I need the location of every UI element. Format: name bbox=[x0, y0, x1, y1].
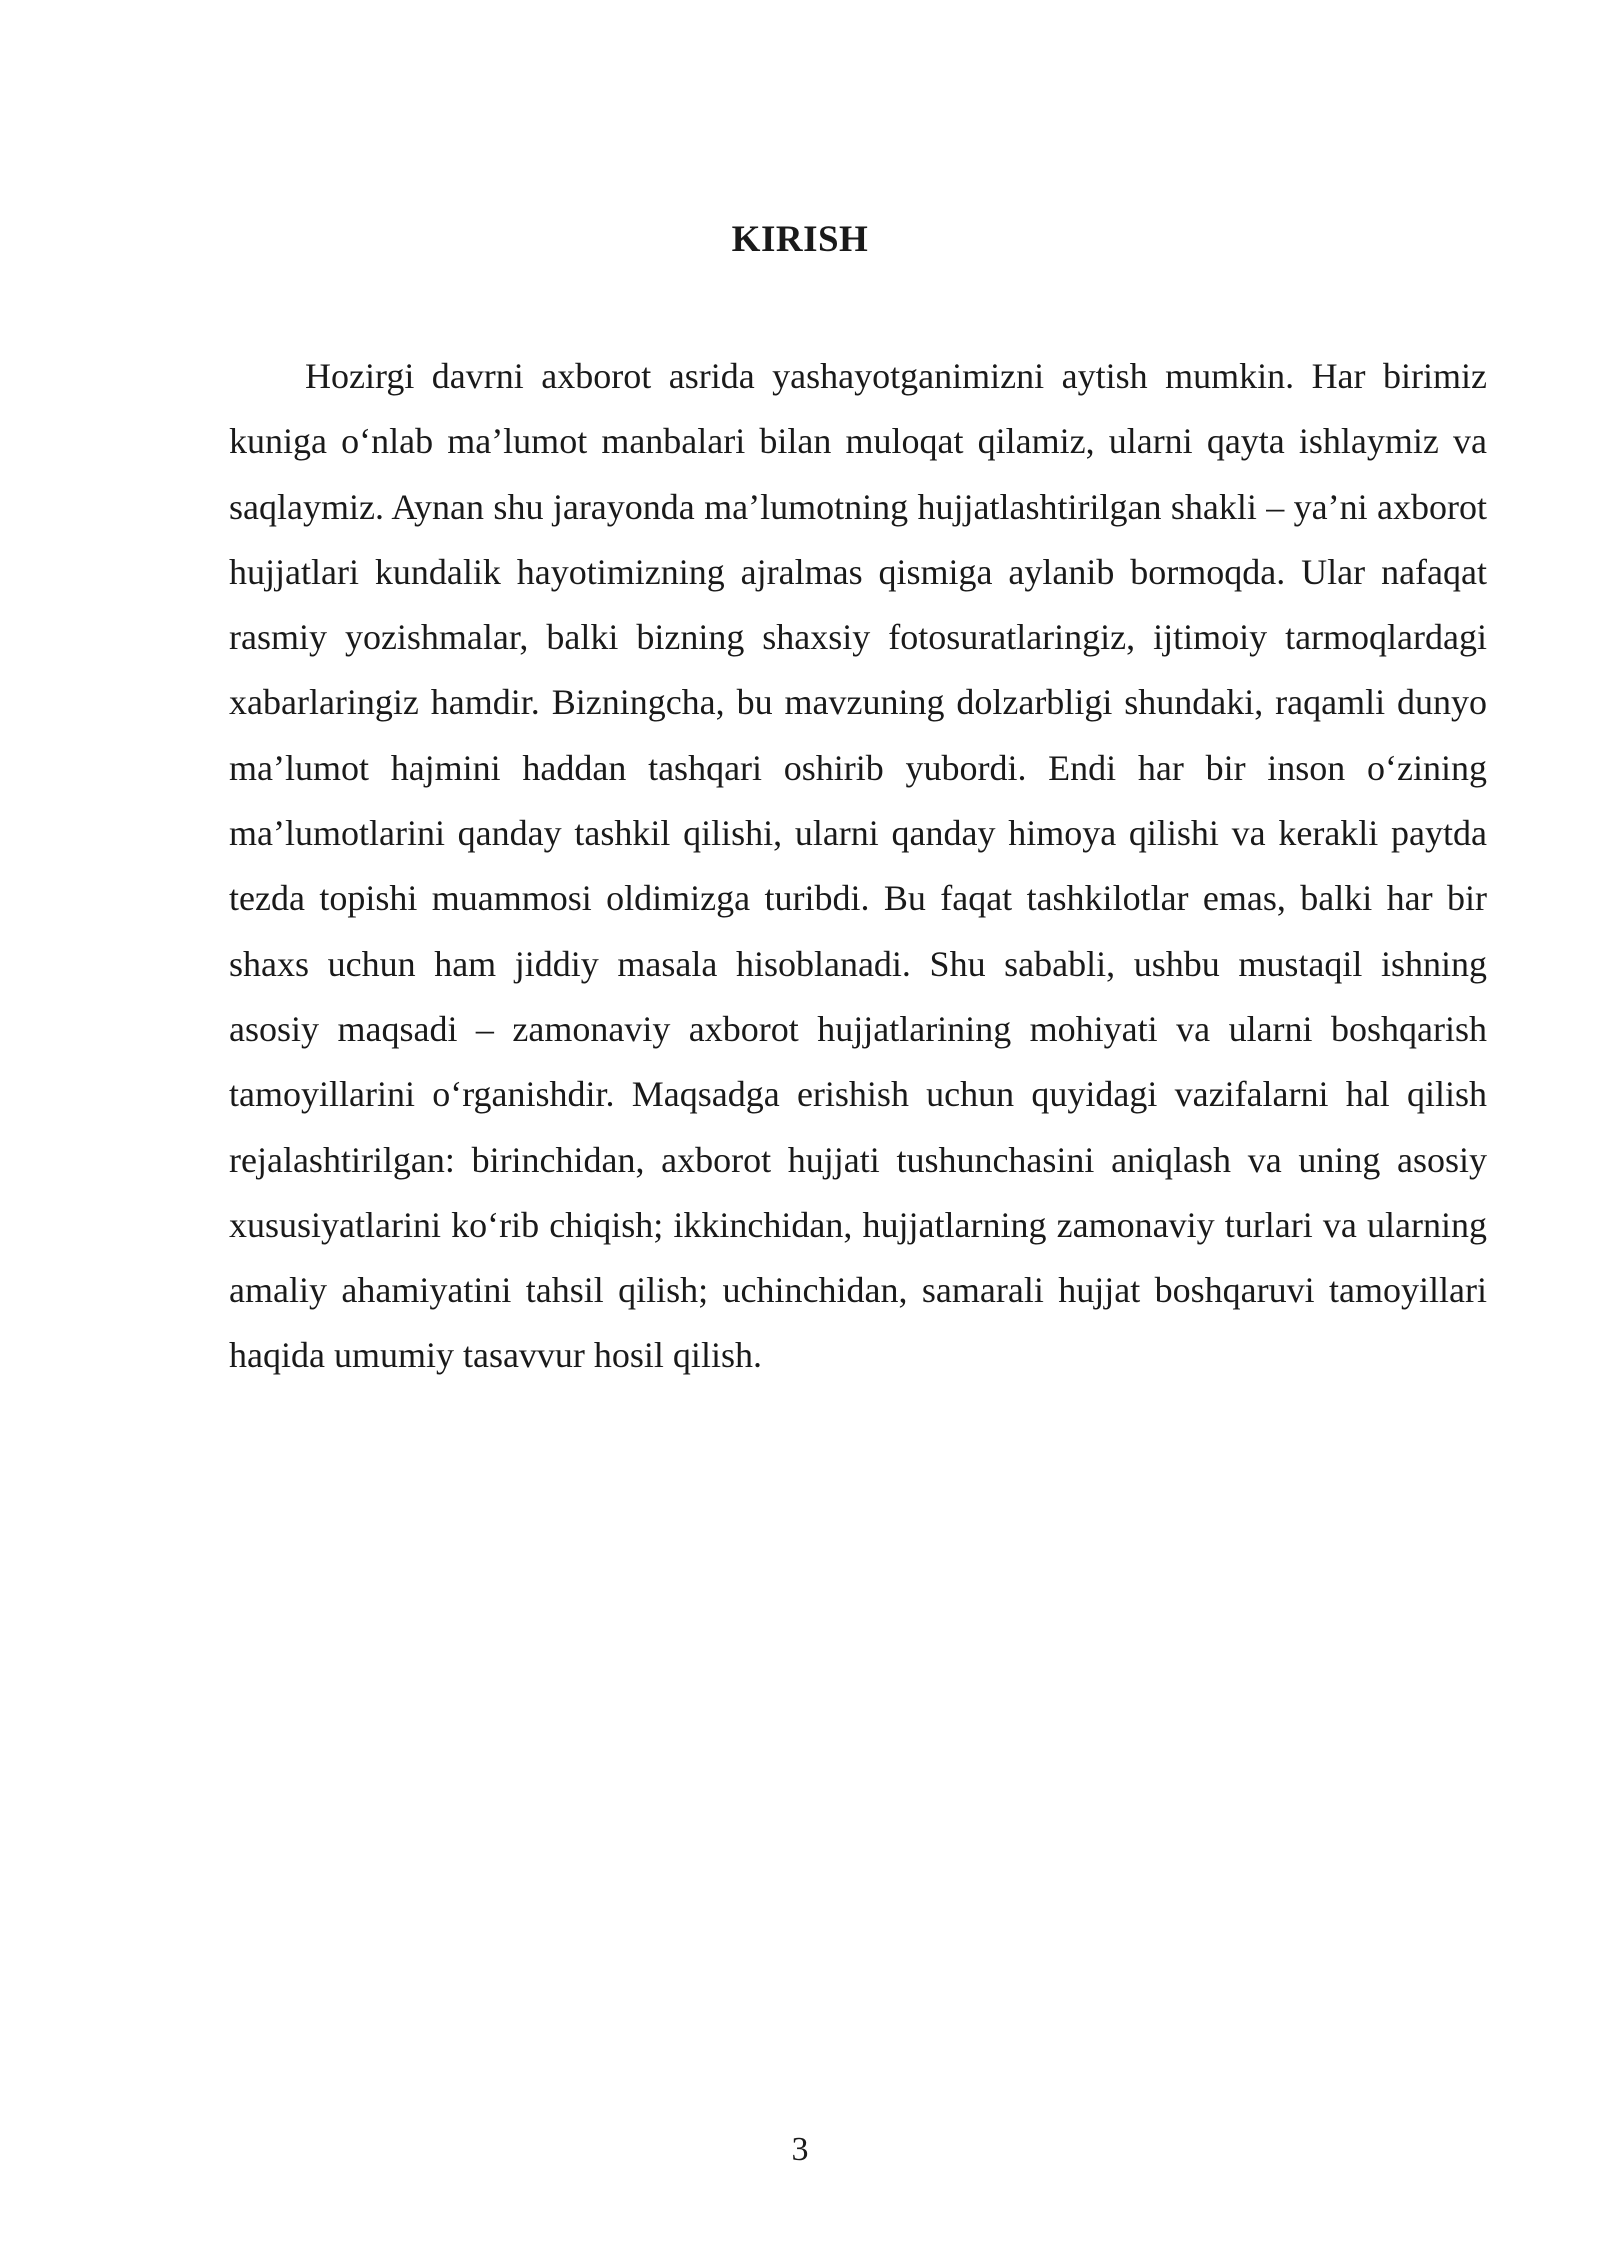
body-paragraph: Hozirgi davrni axborot asrida yashayotganimizni aytish mumkin. Har birimiz kuniga o‘nlab ma’lumot manbalari bilan muloqat qilamiz, ularni qayta ishlaymiz va saqlaymiz. Aynan shu jarayonda ma’lumotning hujjatlashtirilgan shakli – ya’ni axborot hujjatlari kundalik hayotimizning ajralmas qismiga aylanib bormoqda. Ular nafaqat rasmiy yozishmalar, balki bizning shaxsiy fotosuratlaringiz, ijtimoiy tarmoqlardagi xabarlaringiz hamdir. Bizningcha, bu mavzuning dolzarbligi shundaki, raqamli dunyo ma’lumot hajmini haddan tashqari oshirib yubordi. Endi har bir inson o‘zining ma’lumotlarini qanday tashkil qilishi, ularni qanday himoya qilishi va kerakli paytda tezda topishi muammosi oldimizga turibdi. Bu faqat tashkilotlar emas, balki har bir shaxs uchun ham jiddiy masala hisoblanadi. Shu sababli, ushbu mustaqil ishning asosiy maqsadi – zamonaviy axborot hujjatlarining mohiyati va ularni boshqarish tamoyillarini o‘rganishdir. Maqsadga erishish uchun quyidagi vazifalarni hal qilish rejalashtirilgan: birinchidan, axborot hujjati tushunchasini aniqlash va uning asosiy xususiyatlarini ko‘rib chiqish; ikkinchidan, hujjatlarning zamonaviy turlari va ularning amaliy ahamiyatini tahsil qilish; uchinchidan, samarali hujjat boshqaruvi tamoyillari haqida umumiy tasavvur hosil qilish. bbox=[229, 356, 1487, 1376]
page-number: 3 bbox=[791, 2131, 809, 2168]
section-title: KIRISH bbox=[731, 219, 869, 260]
